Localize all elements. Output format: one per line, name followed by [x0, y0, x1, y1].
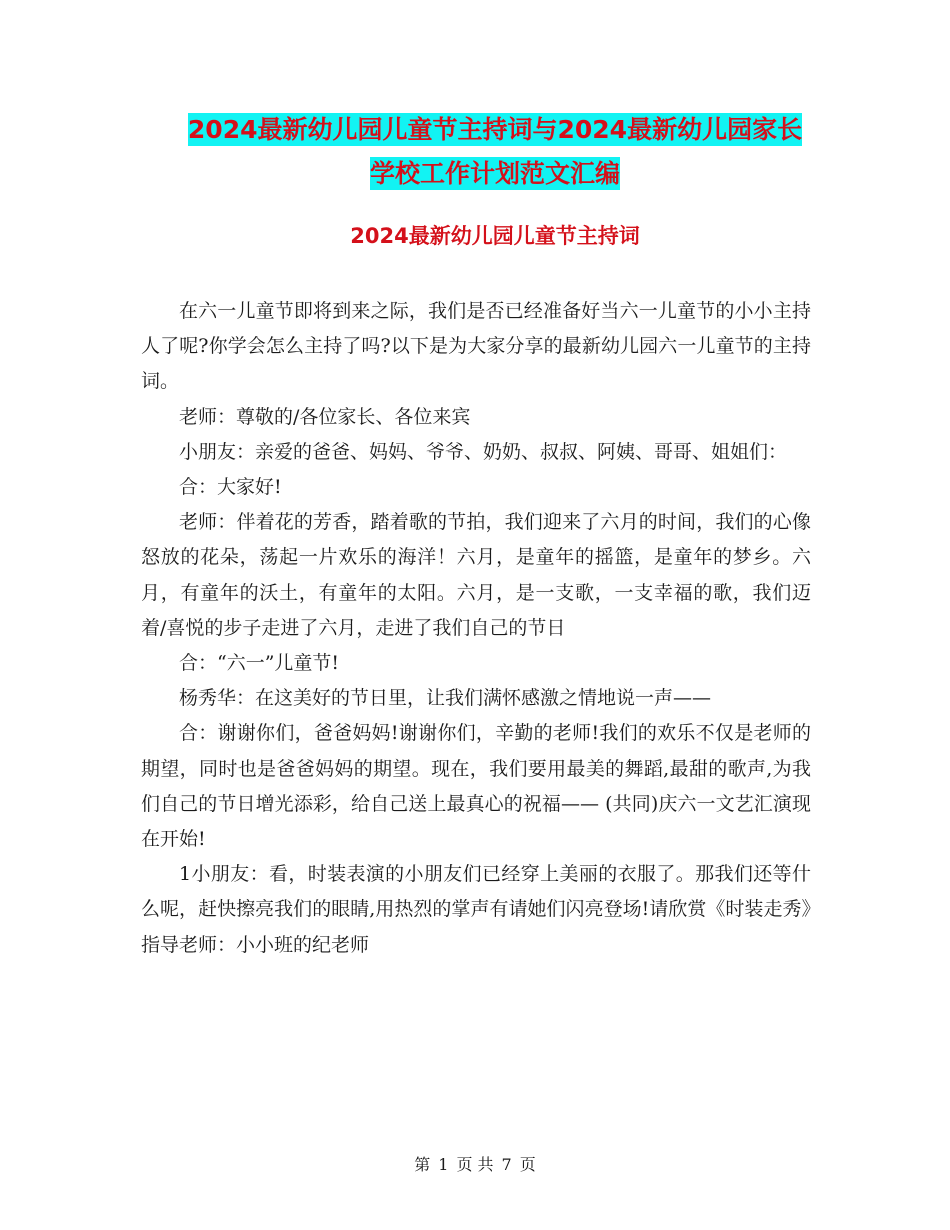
footer-middle: 页 共: [456, 1155, 494, 1174]
body-paragraph: 在六一儿童节即将到来之际，我们是否已经准备好当六一儿童节的小小主持人了呢?你学会怎么主持了吗?以下是为大家分享的最新幼儿园六一儿童节的主持词。: [141, 300, 811, 393]
section-title: 2024最新幼儿园儿童节主持词: [350, 224, 640, 248]
page-footer: [0, 1155, 950, 1175]
body-paragraph: 合：“六一”儿童节!: [179, 652, 340, 675]
document-title-line-1: [140, 114, 850, 146]
body-paragraph: 合：谢谢你们，爸爸妈妈!谢谢你们，辛勤的老师!我们的欢乐不仅是老师的期望，同时也是爸爸妈妈的期望。现在，我们要用最美的舞蹈,最甜的歌声,为我们自己的节日增光添彩，给自己送上最真心的祝福—— (共同)庆六一文艺汇演现在开始!: [141, 722, 811, 851]
footer-total-pages: 7: [501, 1155, 512, 1174]
document-title-text-2: 学校工作计划范文汇编: [369, 159, 620, 188]
body-paragraph: 杨秀华：在这美好的节日里，让我们满怀感激之情地说一声——: [179, 687, 712, 710]
body-paragraph: 1小朋友：看，时装表演的小朋友们已经穿上美丽的衣服了。那我们还等什么呢，赶快擦亮我们的眼睛,用热烈的掌声有请她们闪亮登场!请欣赏《时装走秀》指导老师：小小班的纪老师: [141, 863, 811, 956]
document-title-text-1: 2024最新幼儿园儿童节主持词与2024最新幼儿园家长: [187, 115, 803, 144]
footer-page-number: 1: [438, 1155, 449, 1174]
document-body: [141, 294, 811, 963]
footer-prefix: 第: [414, 1155, 431, 1174]
body-paragraph: 合：大家好!: [179, 476, 282, 499]
body-paragraph: 老师：伴着花的芳香，踏着歌的节拍，我们迎来了六月的时间，我们的心像怒放的花朵，荡起一片欢乐的海洋！六月，是童年的摇篮，是童年的梦乡。六月，有童年的沃土，有童年的太阳。六月，是一支歌，一支幸福的歌，我们迈着/喜悦的步子走进了六月，走进了我们自己的节日: [141, 511, 811, 639]
document-title-line-2: [140, 158, 850, 190]
body-paragraph: 老师：尊敬的/各位家长、各位来宾: [179, 405, 471, 428]
body-paragraph: 小朋友：亲爱的爸爸、妈妈、爷爷、奶奶、叔叔、阿姨、哥哥、姐姐们：: [179, 440, 788, 463]
footer-suffix: 页: [519, 1155, 536, 1174]
